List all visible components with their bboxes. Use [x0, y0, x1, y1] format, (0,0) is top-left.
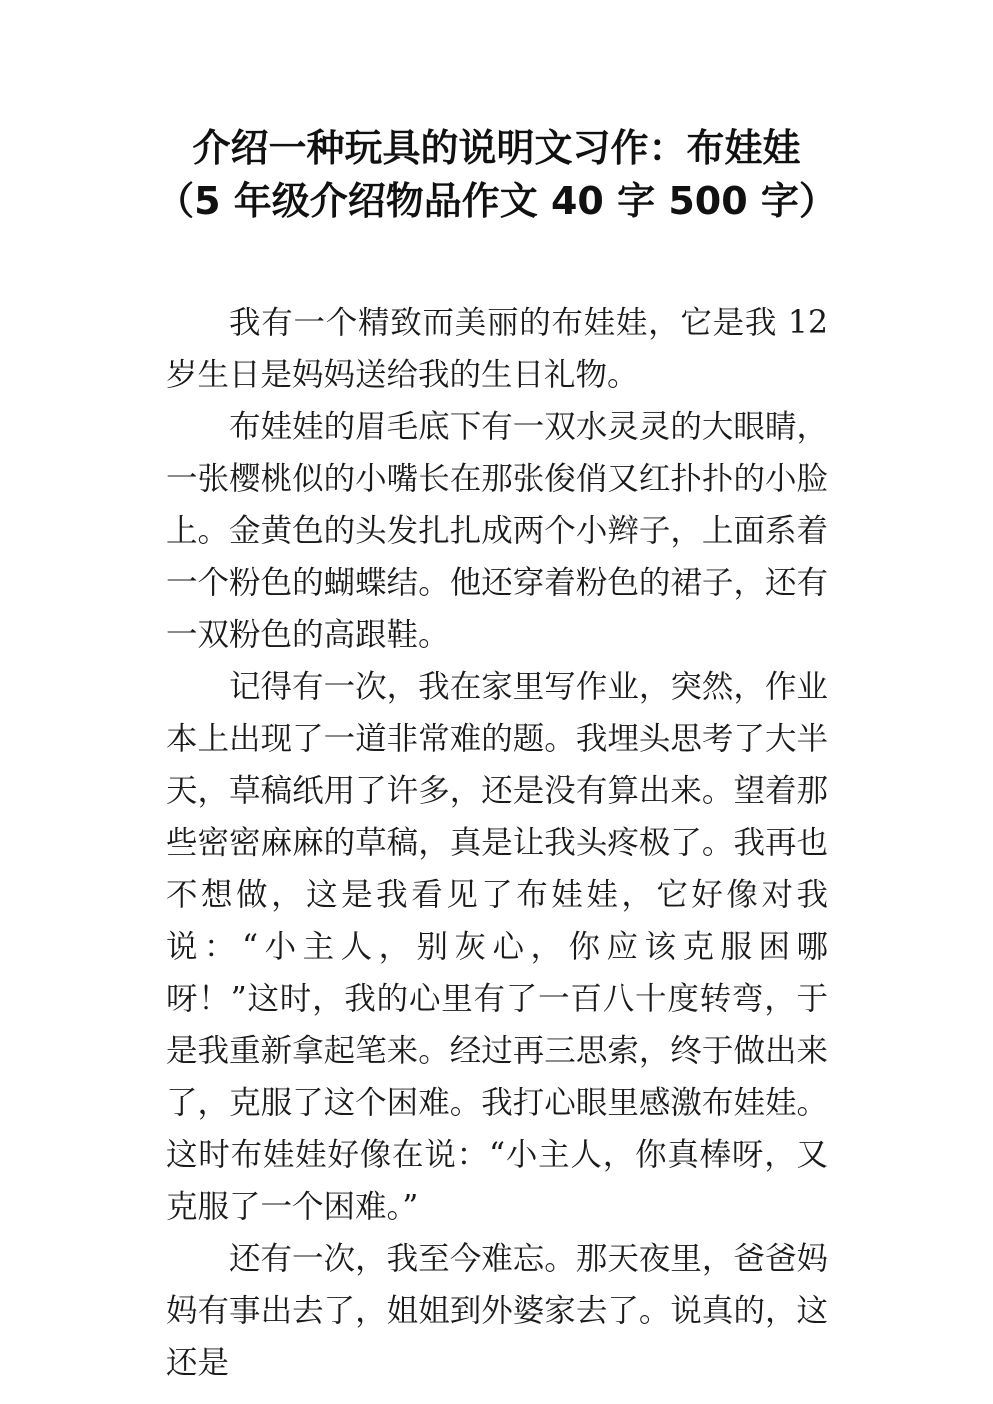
title-line-1: 介绍一种玩具的说明文习作：布娃娃 — [192, 126, 801, 170]
title-line-2: （5 年级介绍物品作文 40 字 500 字） — [156, 179, 837, 223]
document-body — [166, 297, 828, 1389]
paragraph: 记得有一次，我在家里写作业，突然，作业本上出现了一道非常难的题。我埋头思考了大半天，草稿纸用了许多，还是没有算出来。望着那些密密麻麻的草稿，真是让我头疼极了。我再也不想做，这是我看见了布娃娃，它好像对我说：“小主人，别灰心，你应该克服困哪呀！”这时，我的心里有了一百八十度转弯，于是我重新拿起笔来。经过再三思索，终于做出来了，克服了这个困难。我打心眼里感激布娃娃。这时布娃娃好像在说：“小主人，你真棒呀，又克服了一个困难。” — [166, 669, 828, 1225]
paragraph: 布娃娃的眉毛底下有一双水灵灵的大眼睛，一张樱桃似的小嘴长在那张俊俏又红扑扑的小脸上。金黄色的头发扎扎成两个小辫子，上面系着一个粉色的蝴蝶结。他还穿着粉色的裙子，还有一双粉色的高跟鞋。 — [166, 409, 828, 653]
paragraph: 我有一个精致而美丽的布娃娃，它是我 12 岁生日是妈妈送给我的生日礼物。 — [166, 305, 828, 393]
document-title — [120, 122, 873, 228]
paragraph: 还有一次，我至今难忘。那天夜里，爸爸妈妈有事出去了，姐姐到外婆家去了。说真的，这还是 — [166, 1241, 828, 1381]
